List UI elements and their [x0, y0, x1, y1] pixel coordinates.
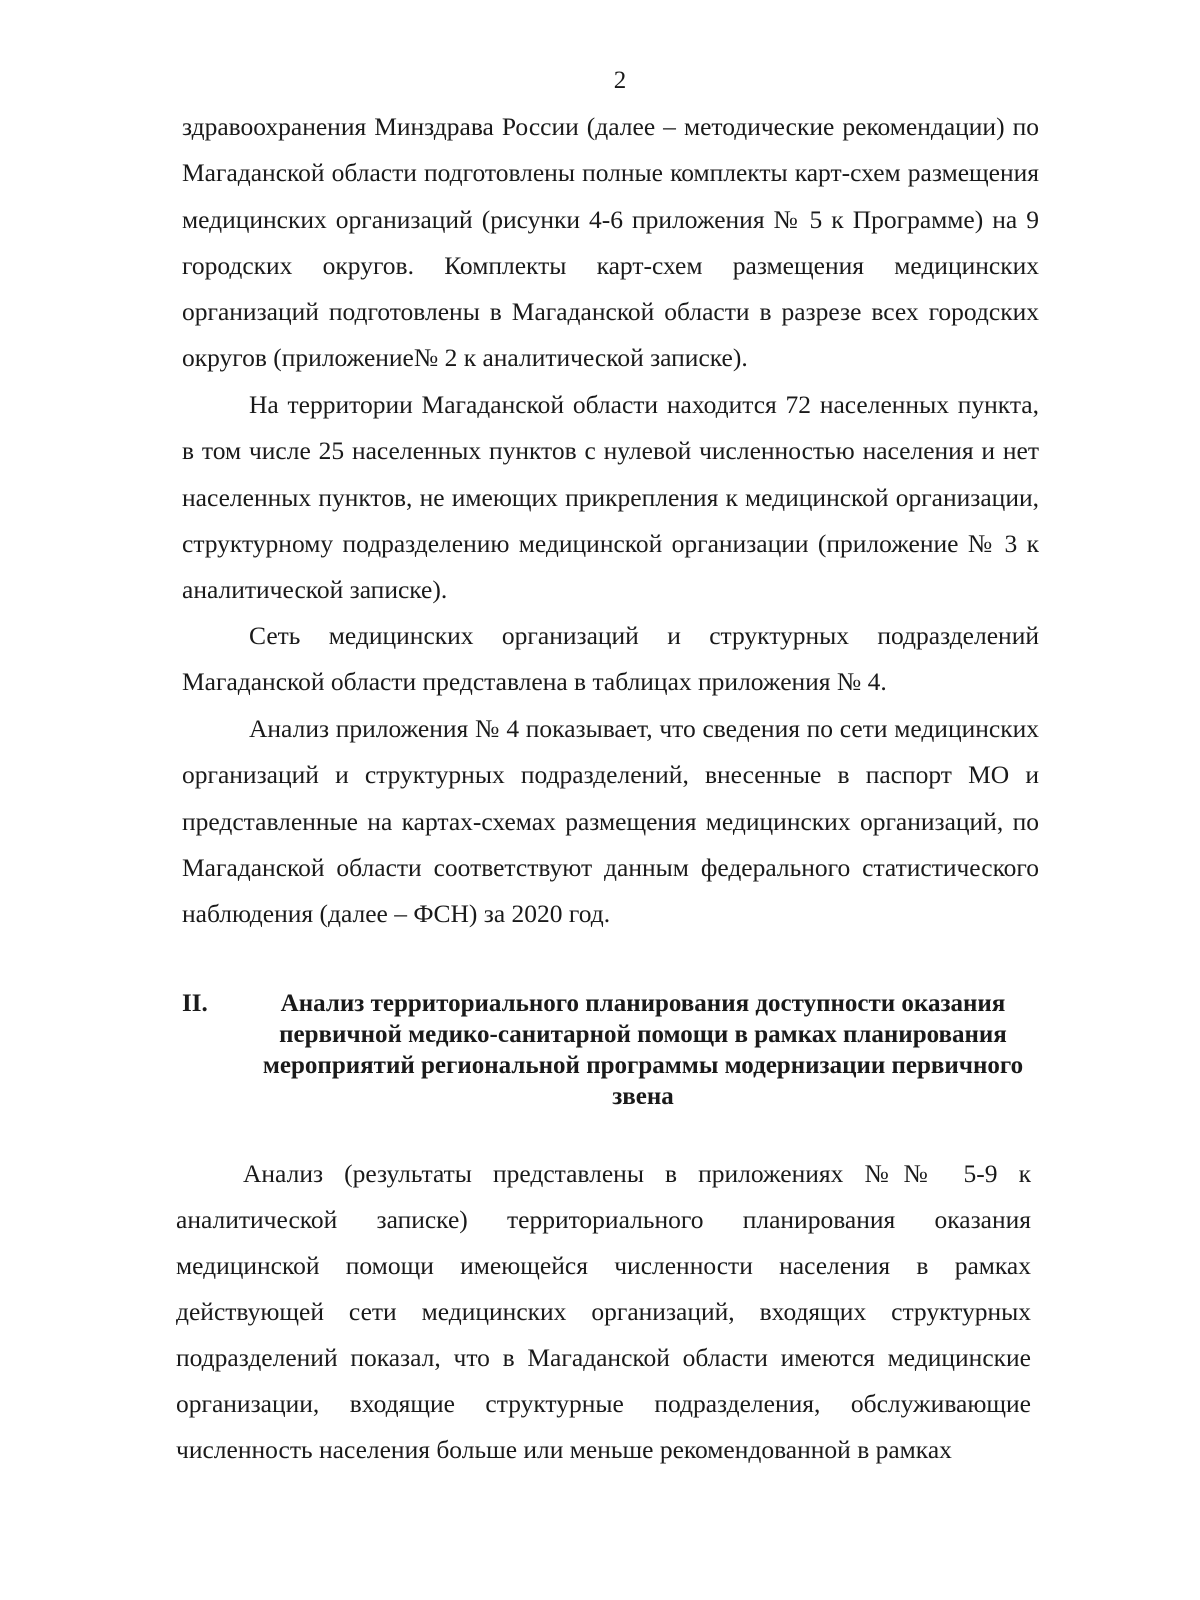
section-title: Анализ территориального планирования доступности оказания первичной медико-санитарной помощи в рамках планирования мероприятий региональной программы модернизации первичного звена: [262, 990, 1024, 1110]
paragraph-analysis: Анализ приложения № 4 показывает, что сведения по сети медицинских организаций и структурных подразделений, внесенные в паспорт МО и представленные на картах-схемах размещения медицинских организаций, по Магаданской области соответствуют данным федерального статистического наблюдения (далее – ФСН) за 2020 год.: [182, 714, 1039, 929]
paragraph-methodology: здравоохранения Минздрава России (далее – методические рекомендации) по Магаданской области подготовлены полные комплекты карт-схем размещения медицинских организаций (рисунки 4-6 приложения № 5 к Программе) на 9 городских округов. Комплекты карт-схем размещения медицинских организаций подготовлены в Магаданской области в разрезе всех городских округов (приложение№ 2 к аналитической записке).: [182, 112, 1039, 373]
page-number: 2: [613, 67, 627, 94]
section-heading: [182, 988, 1052, 1112]
paragraph-network: Сеть медицинских организаций и структурных подразделений Магаданской области представлена в таблицах приложения № 4.: [182, 621, 1039, 697]
paragraph-territorial-analysis: Анализ (результаты представлены в приложениях №№ 5-9 к аналитической записке) территориального планирования оказания медицинской помощи имеющейся численности населения в рамках действующей сети медицинских организаций, входящих структурных подразделений показал, что в Магаданской области имеются медицинские организации, входящие структурные подразделения, обслуживающие численность населения больше или меньше рекомендованной в рамках: [176, 1159, 1031, 1464]
paragraph-settlements: На территории Магаданской области находится 72 населенных пункта, в том числе 25 населенных пунктов с нулевой численностью населения и нет населенных пунктов, не имеющих прикрепления к медицинской организации, структурному подразделению медицинской организации (приложение № 3 к аналитической записке).: [182, 390, 1039, 605]
section-number: II.: [182, 990, 208, 1017]
